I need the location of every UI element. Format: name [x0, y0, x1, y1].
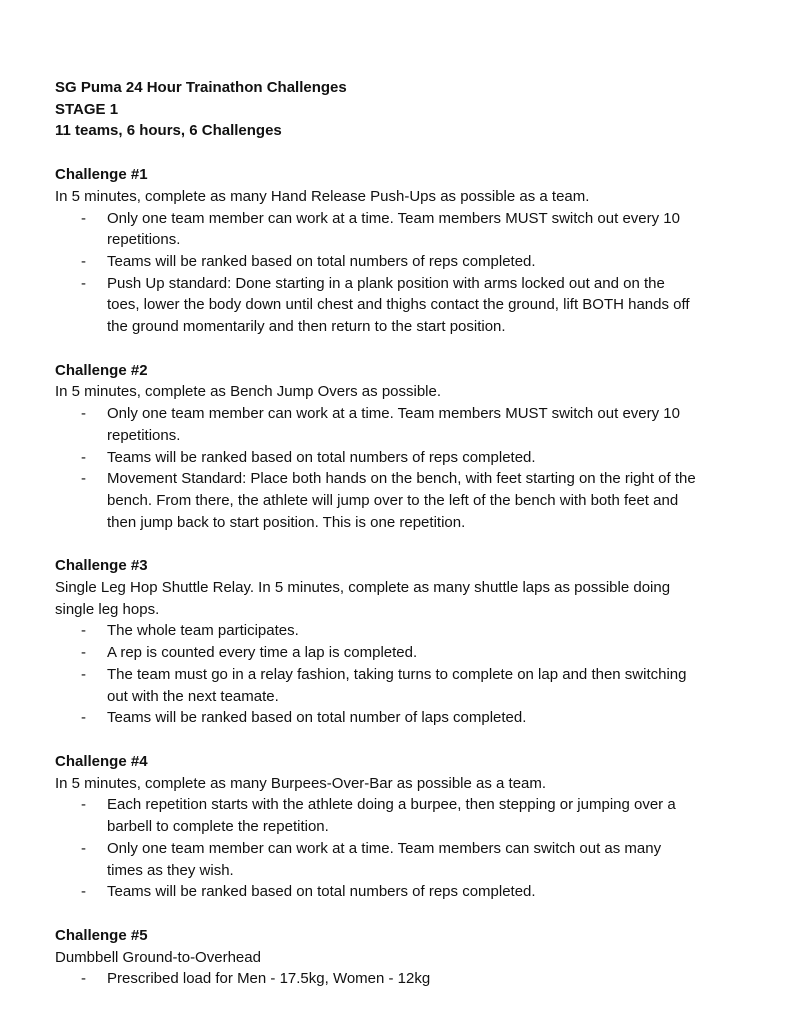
bullet-dash: - [81, 709, 86, 727]
rule-text: Teams will be ranked based on total numbers of reps completed. [107, 252, 536, 270]
bullet-dash: - [81, 796, 86, 814]
challenge-list [55, 164, 755, 990]
rule-text: The team must go in a relay fashion, taking turns to complete on lap and then switching out with the next teamate. [107, 665, 687, 705]
challenge-rules-list [55, 620, 755, 729]
challenge-intro: Dumbbell Ground-to-Overhead [55, 948, 261, 966]
challenge-heading: Challenge #4 [55, 752, 148, 770]
rule-item [55, 664, 755, 707]
rule-item [55, 251, 755, 273]
rule-text: Teams will be ranked based on total numbers of reps completed. [107, 883, 536, 901]
rule-item [55, 794, 755, 837]
rule-item [55, 447, 755, 469]
challenge-rules-list [55, 208, 755, 338]
rule-item [55, 881, 755, 903]
rule-item [55, 468, 755, 533]
bullet-dash: - [81, 883, 86, 901]
bullet-dash: - [81, 644, 86, 662]
rule-item [55, 208, 755, 251]
rule-item [55, 642, 755, 664]
rule-text: Teams will be ranked based on total number of laps completed. [107, 709, 527, 727]
challenge-heading: Challenge #2 [55, 361, 148, 379]
document-body [55, 77, 755, 1012]
challenge-rules-list [55, 794, 755, 903]
challenge-heading: Challenge #5 [55, 926, 148, 944]
bullet-dash: - [81, 839, 86, 857]
bullet-dash: - [81, 665, 86, 683]
challenge-intro: Single Leg Hop Shuttle Relay. In 5 minutes, complete as many shuttle laps as possible doing single leg hops. [55, 579, 671, 618]
rule-item [55, 707, 755, 729]
challenge-intro: In 5 minutes, complete as Bench Jump Overs as possible. [55, 383, 442, 401]
challenge-section [55, 360, 755, 534]
rule-text: Prescribed load for Men - 17.5kg, Women - 12kg [107, 970, 431, 988]
rule-text: Push Up standard: Done starting in a plank position with arms locked out and on the toes, lower the body down until chest and thighs contact the ground, lift BOTH hands off the ground momentarily and then return to the start position. [107, 274, 690, 336]
challenge-section [55, 555, 755, 729]
bullet-dash: - [81, 448, 86, 466]
rule-item [55, 968, 755, 990]
rule-item [55, 403, 755, 446]
rule-text: A rep is counted every time a lap is completed. [107, 644, 418, 662]
challenge-section [55, 164, 755, 338]
challenge-section [55, 751, 755, 903]
rule-text: The whole team participates. [107, 622, 299, 640]
rule-item [55, 620, 755, 642]
bullet-dash: - [81, 970, 86, 988]
rule-text: Only one team member can work at a time. Team members MUST switch out every 10 repetitions. [107, 209, 680, 249]
bullet-dash: - [81, 470, 86, 488]
bullet-dash: - [81, 209, 86, 227]
bullet-dash: - [81, 405, 86, 423]
challenge-heading: Challenge #1 [55, 166, 148, 184]
bullet-dash: - [81, 622, 86, 640]
bullet-dash: - [81, 252, 86, 270]
rule-text: Teams will be ranked based on total numbers of reps completed. [107, 448, 536, 466]
challenge-intro: In 5 minutes, complete as many Hand Release Push-Ups as possible as a team. [55, 187, 590, 205]
document-title: SG Puma 24 Hour Trainathon Challenges [55, 79, 347, 96]
bullet-dash: - [81, 274, 86, 292]
stage-summary: 11 teams, 6 hours, 6 Challenges [55, 122, 282, 140]
rule-text: Each repetition starts with the athlete doing a burpee, then stepping or jumping over a barbell to complete the repetition. [107, 796, 676, 836]
rule-text: Movement Standard: Place both hands on the bench, with feet starting on the right of the bench. From there, the athlete will jump over to the left of the bench with both feet and then jump back to start position. This is one repetition. [107, 470, 696, 531]
challenge-heading: Challenge #3 [55, 557, 148, 575]
rule-text: Only one team member can work at a time. Team members MUST switch out every 10 repetitions. [107, 405, 680, 444]
rule-item [55, 273, 755, 338]
rule-text: Only one team member can work at a time. Team members can switch out as many times as they wish. [107, 839, 662, 879]
rule-item [55, 838, 755, 881]
challenge-section [55, 925, 755, 990]
stage-label: STAGE 1 [55, 100, 119, 118]
challenge-rules-list [55, 968, 755, 990]
challenge-intro: In 5 minutes, complete as many Burpees-Over-Bar as possible as a team. [55, 774, 547, 792]
challenge-rules-list [55, 403, 755, 533]
